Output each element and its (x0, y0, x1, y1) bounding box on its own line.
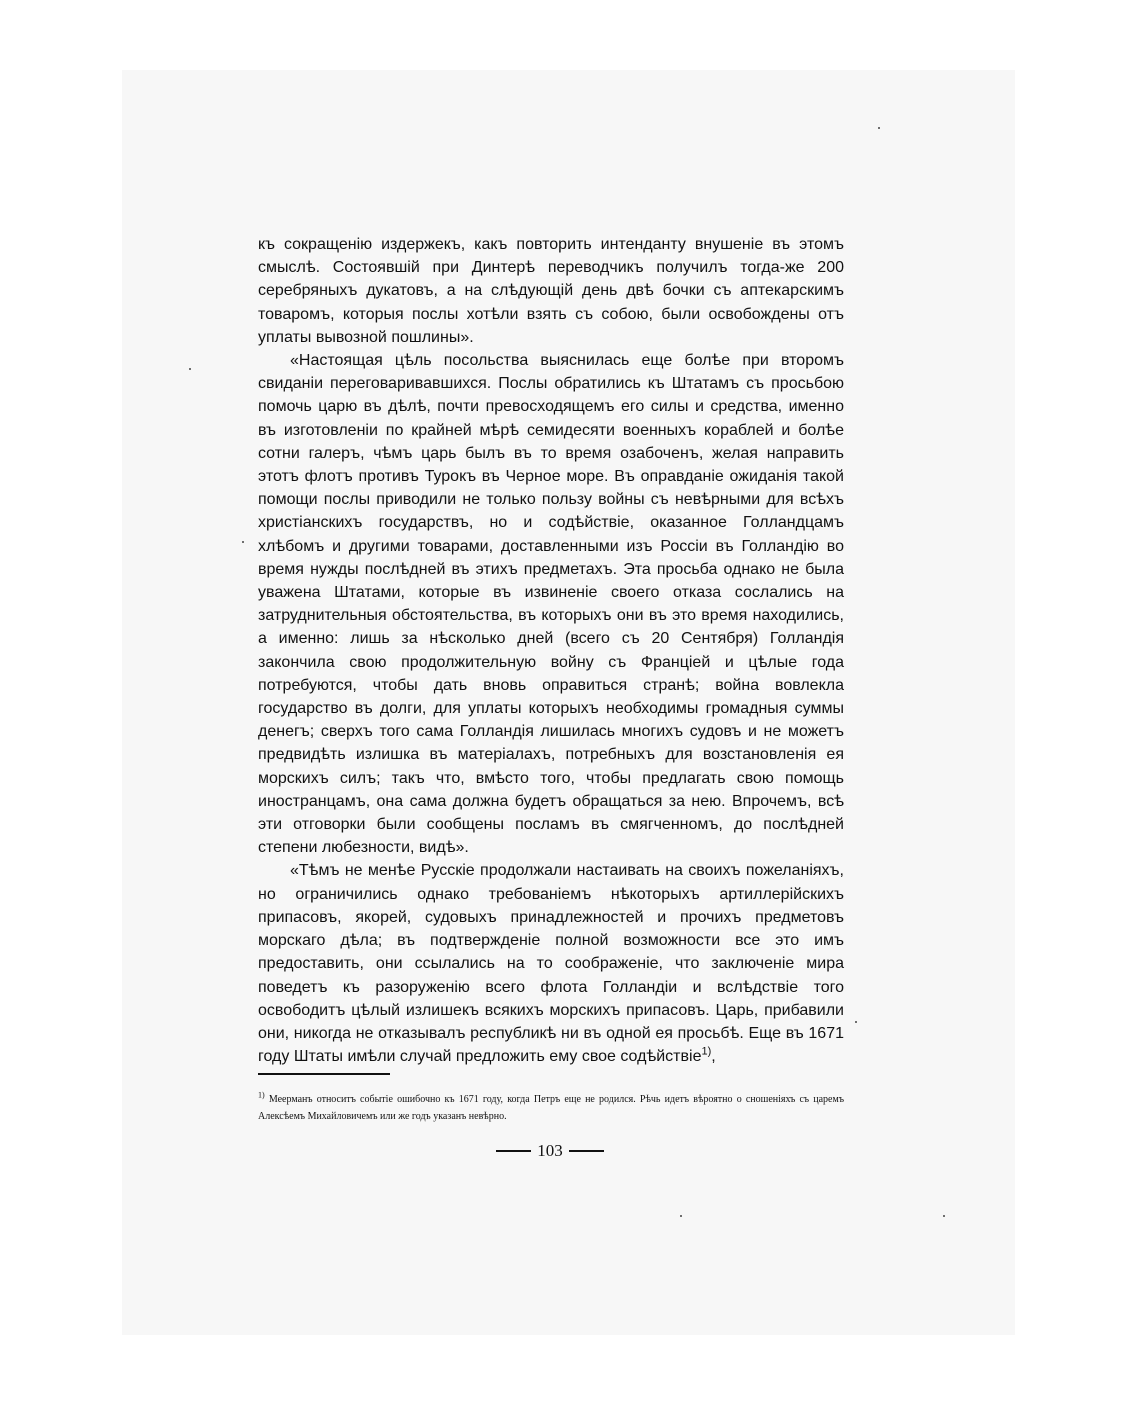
footnote-marker: 1) (258, 1090, 265, 1100)
scan-speck (855, 1021, 857, 1023)
page-number (490, 1139, 610, 1163)
scan-speck (242, 541, 244, 543)
scan-speck (943, 1215, 945, 1217)
paragraph-embassy-purpose: «Настоящая цѣль посольства выяснилась еще болѣе при второмъ свиданіи переговаривавшихся. Послы обратились къ Штатамъ съ просьбою помочь царю въ дѣлѣ, почти превосходящемъ его силы и средства, именно въ изготовленіи по крайней мѣрѣ семидесяти военныхъ кораблей и болѣе сотни галеръ, чѣмъ царь былъ въ то время озабоченъ, желая направить этотъ флотъ противъ Турокъ въ Черное море. Въ оправданіе ожиданія такой помощи послы приводили не только пользу войны съ невѣрными для всѣхъ христіанскихъ государствъ, но и содѣйствіе, оказанное Голландцамъ хлѣбомъ и другими товарами, доставленными изъ Россіи въ Голландію во время нужды послѣдней въ этихъ предметахъ. Эта просьба однако не была уважена Штатами, которые въ извиненіе своего отказа сослались на затруднительныя обстоятельства, въ которыхъ они въ это время находились, а именно: лишь за нѣсколько дней (всего съ 20 Сентября) Голландія закончила свою продолжительную войну съ Франціей и цѣлые года потребуются, чтобы дать вновь оправиться странѣ; война вовлекла государство въ долги, для уплаты которыхъ необходимы громадныя суммы денегъ; сверхъ того сама Голландія лишилась многихъ судовъ и не можетъ предвидѣть излишка въ матеріалахъ, потребныхъ для возстановленія ея морскихъ силъ; такъ что, вмѣсто того, чтобы предлагать свою помощь иностранцамъ, она сама должна будетъ обращаться за нею. Впрочемъ, всѣ эти отговорки были сообщены посламъ въ смягченномъ, до послѣдней степени любезности, видѣ». (258, 352, 844, 857)
body-text (258, 233, 844, 1068)
footnote-text: Меерманъ относитъ событіе ошибочно къ 1671 году, когда Петръ еще не родился. Рѣчь идетъ вѣроятно о сношеніяхъ съ царемъ Алексѣемъ Михайловичемъ или же годъ указанъ невѣрно. (258, 1094, 844, 1122)
footnote (258, 1091, 844, 1125)
paragraph-continued: къ сокращенію издержекъ, какъ повторить интенданту внушеніе въ этомъ смыслѣ. Состоявшій при Динтерѣ переводчикъ получилъ тогда-же 200 серебряныхъ дукатовъ, а на слѣдующій день двѣ бочки съ аптекарскимъ товаромъ, которыя послы хотѣли взять съ собою, были освобождены отъ уплаты вывозной пошлины». (258, 236, 844, 346)
scan-speck (189, 368, 191, 370)
paragraph-russian-requests-text: «Тѣмъ не менѣе Русскіе продолжали настаивать на своихъ пожеланіяхъ, но ограничились однако требованіемъ нѣкоторыхъ артиллерійскихъ припасовъ, якорей, судовыхъ принадлежностей и прочихъ предметовъ морскаго дѣла; въ подтвержденіе полной возможности все это имъ предоставить, они ссылались на то соображеніе, что заключеніе мира поведетъ къ разоруженію всего флота Голландіи и вслѣдствіе того освободитъ цѣлый излишекъ всякихъ морскихъ припасовъ. Царь, прибавили они, никогда не отказывалъ республикѣ ни въ одной ея просьбѣ. Еще въ 1671 году Штаты имѣли случай предложить ему свое содѣйствіе (258, 862, 844, 1066)
footnote-divider (258, 1073, 390, 1075)
page-number-value: 103 (537, 1141, 563, 1160)
footnote-reference: 1) (701, 1045, 712, 1058)
scan-speck (878, 127, 880, 129)
page-number-right-dash (569, 1150, 604, 1152)
page-number-left-dash (496, 1150, 531, 1152)
scan-speck (680, 1215, 682, 1217)
paragraph-russian-requests (258, 859, 844, 1068)
paragraph-end-punctuation: , (711, 1048, 716, 1066)
